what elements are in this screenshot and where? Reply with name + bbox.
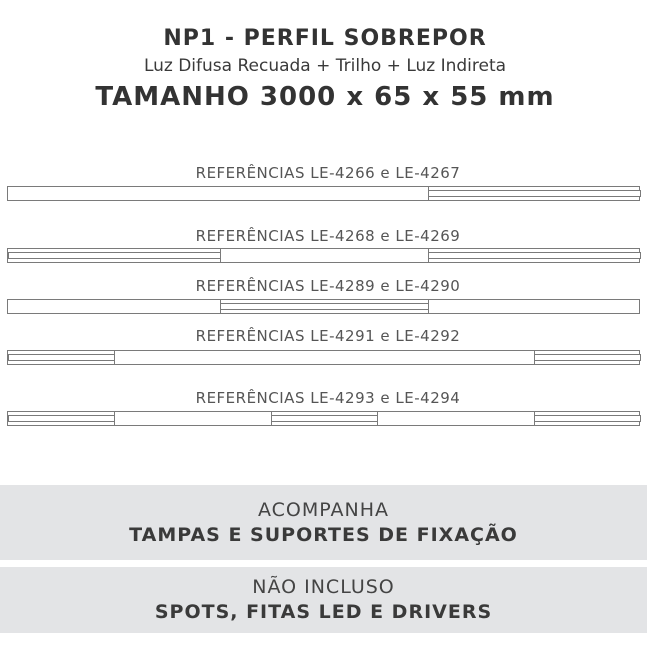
segment-divider: [220, 248, 221, 263]
reference-label: REFERÊNCIAS LE-4293 e LE-4294: [195, 389, 461, 407]
segment-divider: [377, 411, 378, 426]
included-band: [0, 485, 647, 560]
light-segment: [8, 354, 115, 361]
light-segment: [8, 415, 115, 422]
light-segment: [428, 252, 641, 259]
profile-diagram: [7, 299, 640, 314]
light-segment: [271, 415, 378, 422]
not-included-band: [0, 567, 647, 633]
segment-divider: [114, 411, 115, 426]
profile-diagram: [7, 411, 640, 426]
included-items: TAMPAS E SUPORTES DE FIXAÇÃO: [129, 524, 518, 546]
product-title: NP1 - PERFIL SOBREPOR: [163, 26, 487, 51]
segment-divider: [428, 299, 429, 314]
product-size: TAMANHO 3000 x 65 x 55 mm: [95, 82, 555, 112]
light-segment: [428, 190, 641, 197]
profile-diagram: [7, 350, 640, 365]
light-segment: [534, 354, 641, 361]
not-included-items: SPOTS, FITAS LED E DRIVERS: [154, 601, 493, 623]
profile-diagram: [7, 248, 640, 263]
reference-label: REFERÊNCIAS LE-4291 e LE-4292: [195, 327, 461, 345]
light-segment: [220, 303, 429, 310]
reference-label: REFERÊNCIAS LE-4289 e LE-4290: [195, 277, 461, 295]
segment-divider: [428, 186, 429, 201]
reference-label: REFERÊNCIAS LE-4266 e LE-4267: [195, 164, 461, 182]
not-included-heading: NÃO INCLUSO: [252, 576, 395, 598]
segment-divider: [114, 350, 115, 365]
product-subtitle: Luz Difusa Recuada + Trilho + Luz Indireta: [143, 56, 507, 76]
profile-diagram: [7, 186, 640, 201]
reference-label: REFERÊNCIAS LE-4268 e LE-4269: [195, 227, 461, 245]
included-heading: ACOMPANHA: [257, 499, 389, 521]
light-segment: [534, 415, 641, 422]
light-segment: [8, 252, 221, 259]
